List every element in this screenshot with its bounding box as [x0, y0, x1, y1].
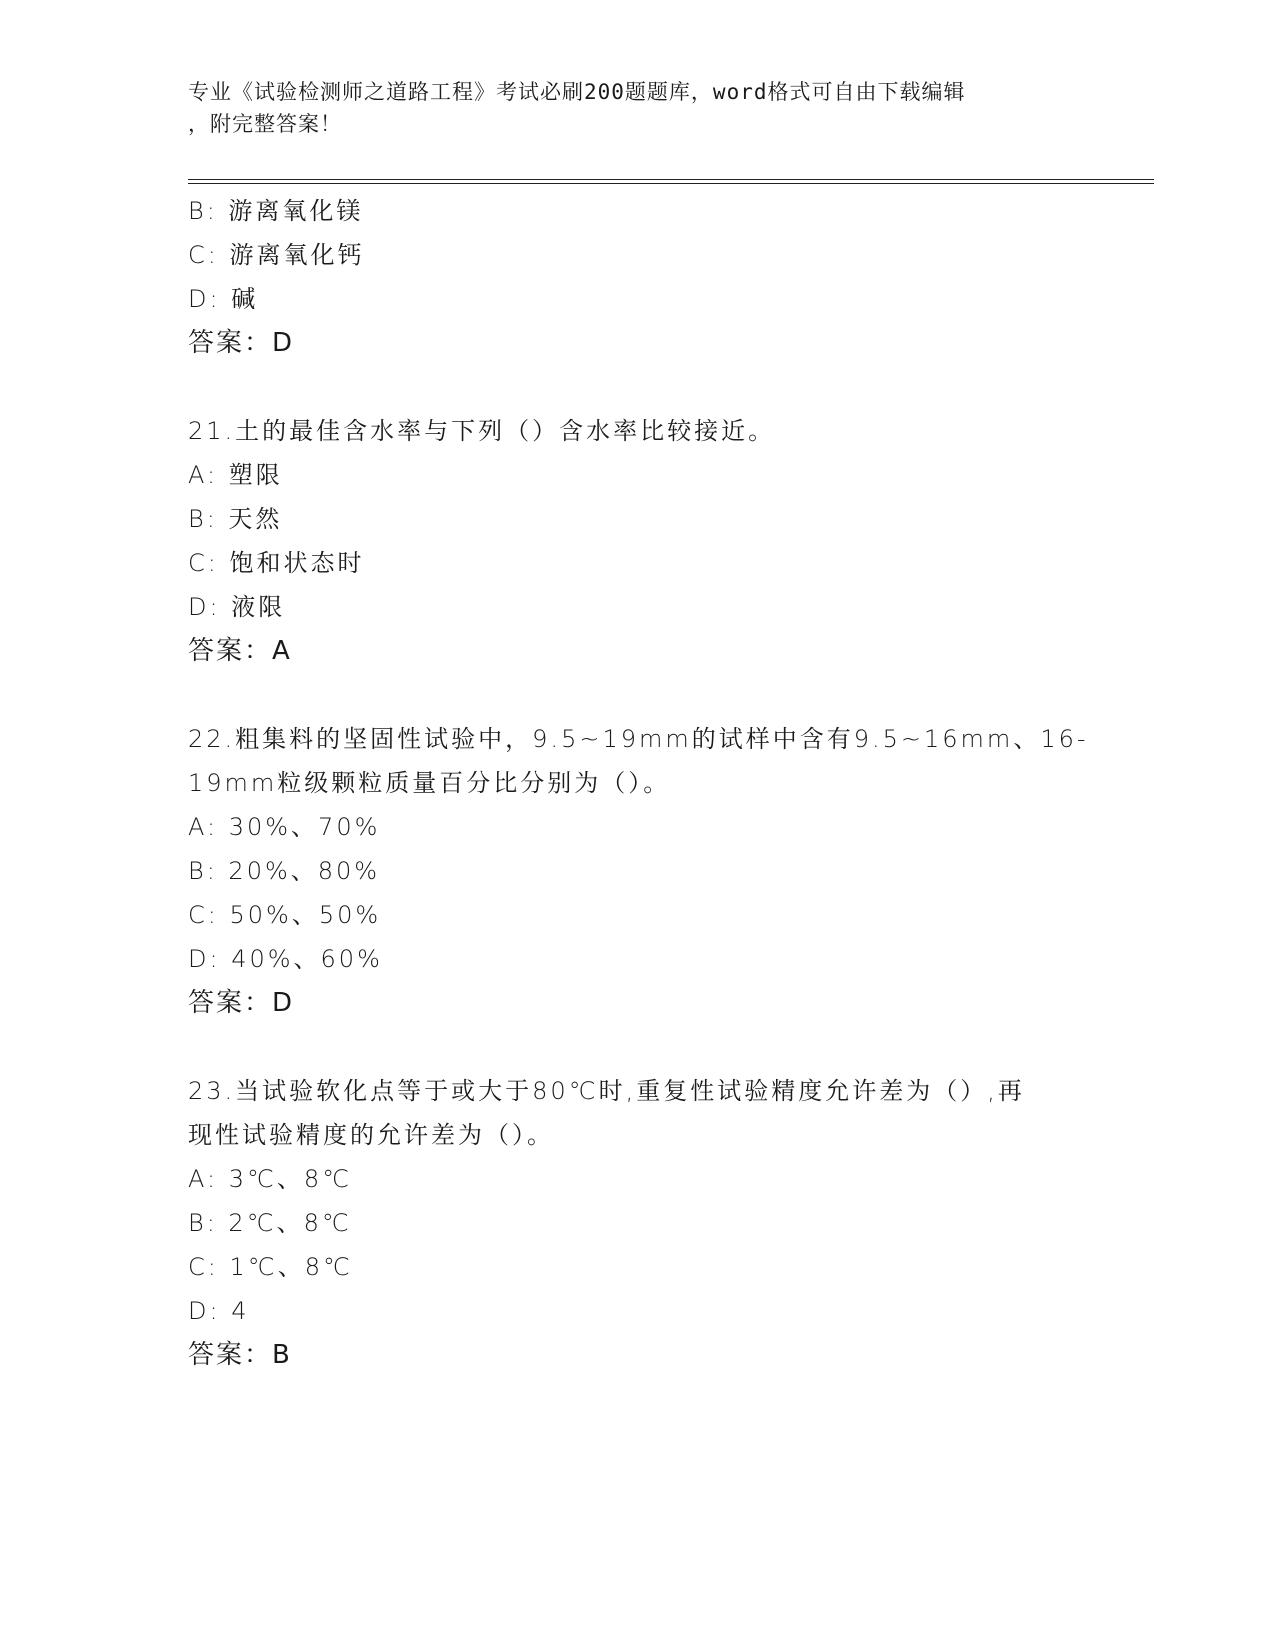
q23-option-d: D: 4 — [188, 1297, 250, 1325]
q20-option-b: B: 游离氧化镁 — [188, 197, 364, 225]
q22-option-b: B: 20%、80% — [188, 857, 381, 885]
q23-option-a: A: 3℃、8℃ — [188, 1165, 353, 1193]
q21-stem: 21.土的最佳含水率与下列（）含水率比较接近。 — [188, 417, 776, 445]
header-title-line-1: 专业《试验检测师之道路工程》考试必刷200题题库，word格式可自由下载编辑 — [188, 80, 966, 104]
q23-stem-line-2: 现性试验精度的允许差为（）。 — [188, 1121, 554, 1149]
q21-option-c: C: 饱和状态时 — [188, 549, 365, 577]
q21-option-a: A: 塑限 — [188, 461, 283, 489]
q21-answer: 答案：A — [188, 636, 292, 666]
q22-stem-line-1: 22.粗集料的坚固性试验中，9.5~19mm的试样中含有9.5~16mm、16- — [188, 725, 1089, 753]
q23-option-c: C: 1℃、8℃ — [188, 1253, 353, 1281]
q22-stem-line-2: 19mm粒级颗粒质量百分比分别为（）。 — [188, 769, 671, 797]
q21-option-d: D: 液限 — [188, 593, 286, 621]
q22-option-a: A: 30%、70% — [188, 813, 381, 841]
document-header — [188, 76, 1068, 140]
header-title-line-2: ，附完整答案！ — [188, 112, 342, 136]
q21-option-b: B: 天然 — [188, 505, 283, 533]
q23-stem-line-1: 23.当试验软化点等于或大于80℃时,重复性试验精度允许差为（）,再 — [188, 1077, 1025, 1105]
q20-option-c: C: 游离氧化钙 — [188, 241, 365, 269]
q23-option-b: B: 2℃、8℃ — [188, 1209, 352, 1237]
header-divider-top — [188, 179, 1154, 180]
q22-answer: 答案：D — [188, 988, 295, 1018]
q22-option-c: C: 50%、50% — [188, 901, 382, 929]
q23-answer: 答案：B — [188, 1340, 292, 1370]
q20-option-d: D: 碱 — [188, 285, 259, 313]
q20-answer: 答案：D — [188, 328, 295, 358]
q22-option-d: D: 40%、60% — [188, 945, 383, 973]
header-divider-bottom — [188, 183, 1154, 184]
